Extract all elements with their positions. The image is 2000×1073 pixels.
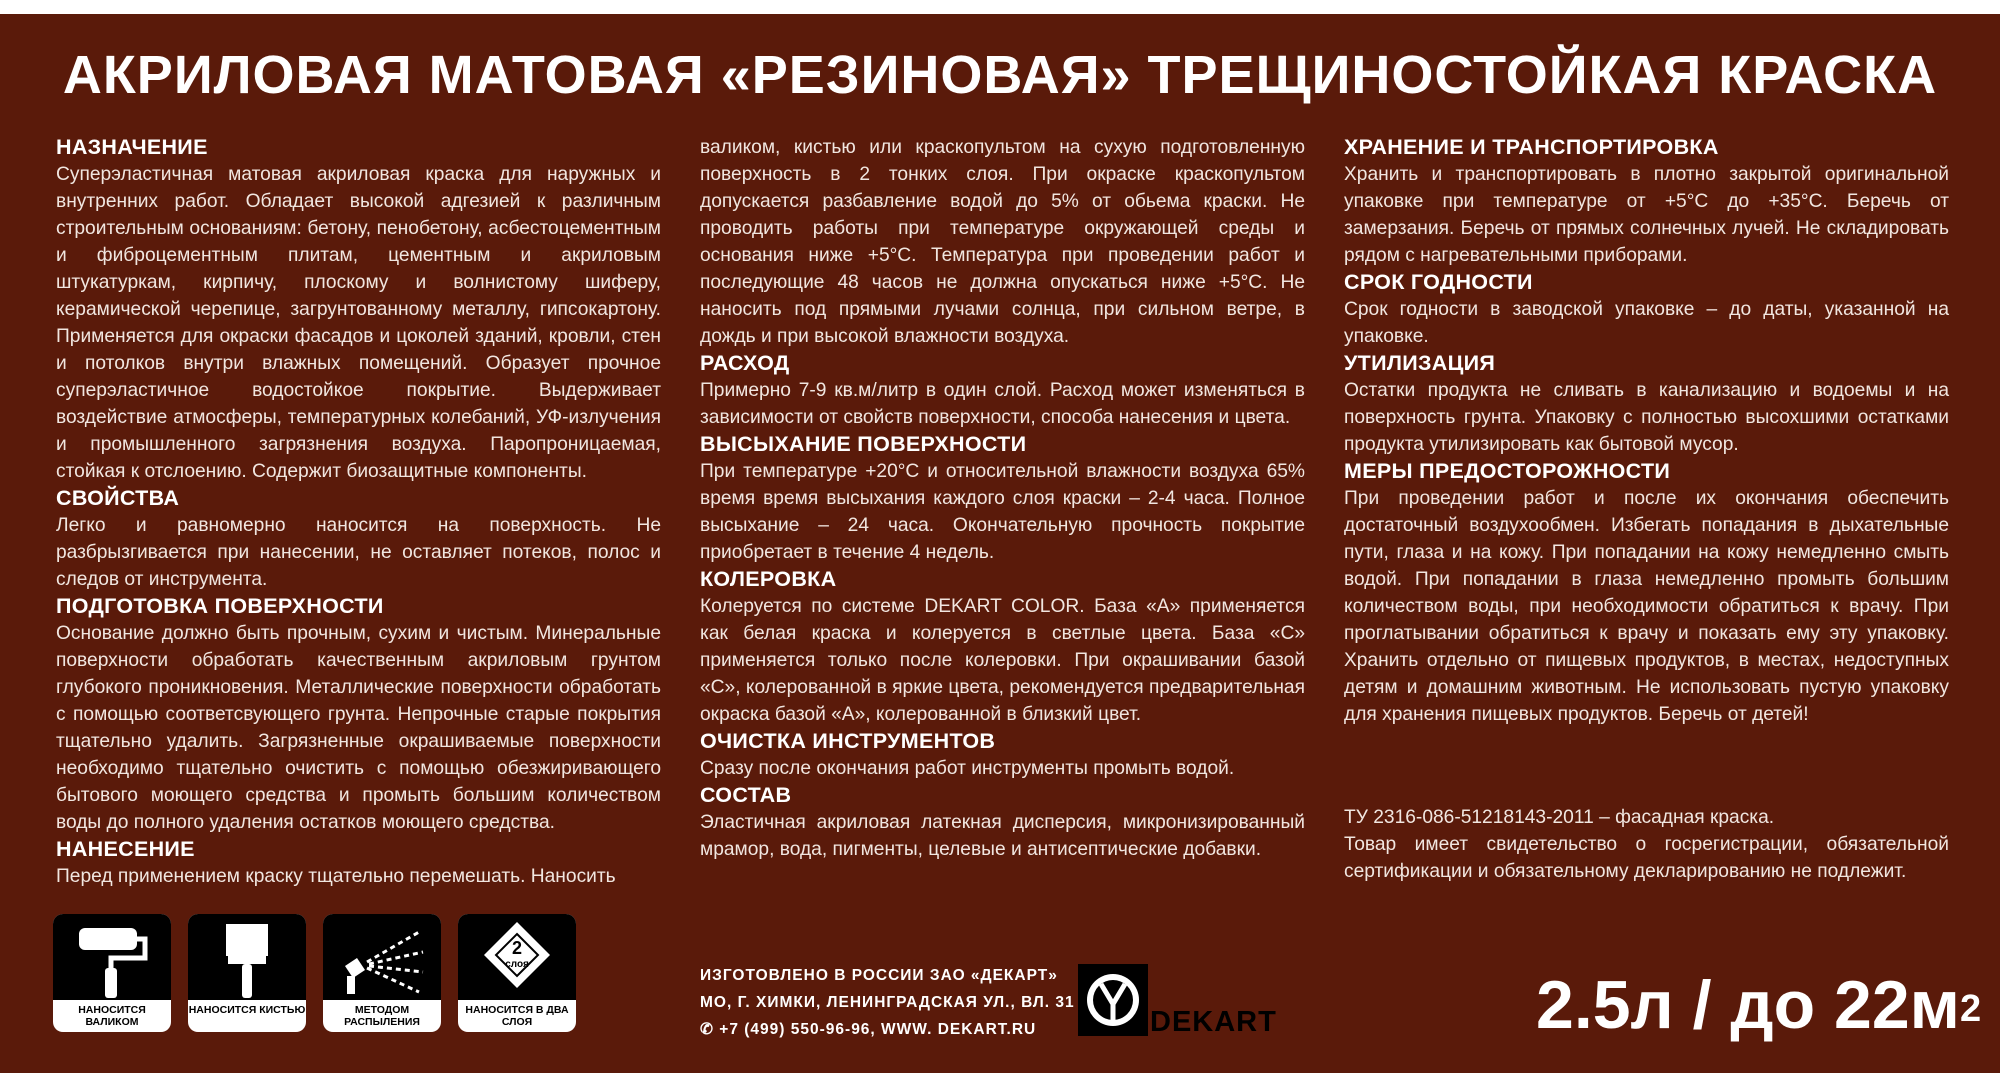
section-text: валиком, кистью или краскопультом на сухую подготовленную поверхность в 2 тонких слоя. При окраске краскопультом допускается разбавление водой до 5% от обьема краски. Не проводить работы при температуре окружающей среды и основания ниже +5°С. Температура при проведении работ и последующие 48 часов не должна опускаться ниже +5°С. Не наносить под прямыми лучами солнца, при сильном ветре, в дождь и при высокой влажности воздуха. <box>700 137 1305 347</box>
certification-note: Товар имеет свидетельство о госрегистрации, обязательной сертификации и обязательному декларированию не подлежит. <box>1344 834 1949 882</box>
section-text: При проведении работ и после их окончания обеспечить достаточный воздухообмен. Избегать попадания в дыхательные пути, глаза и на кожу. При попадании на кожу немедленно смыть водой. При попадании в глаза немедленно промыть большим количеством воды, при необходимости обратиться к врачу. При проглатывании обратиться к врачу и показать ему эту упаковку. Хранить отдельно от пищевых продуктов, в местах, недоступных детям и домашним животным. Не использовать пустую упаковку для хранения пищевых продуктов. Беречь от детей! <box>1344 488 1949 725</box>
section-text: Перед применением краску тщательно перемешать. Наносить <box>56 866 616 887</box>
section-application <box>56 836 661 890</box>
top-strip <box>0 0 2000 14</box>
section-precautions <box>1344 458 1949 728</box>
roller-icon <box>53 914 171 1032</box>
section-text: Хранить и транспортировать в плотно закрытой оригинальной упаковке при температуре от +5°С до +35°С. Беречь от замерзания. Беречь от прямых солнечных лучей. Не складировать рядом с нагревательными приборами. <box>1344 164 1949 266</box>
section-text: Основание должно быть прочным, сухим и чистым. Минеральные поверхности обработать качественным акриловым грунтом глубокого проникновения. Металлические поверхности обработать с помощью соответсвующего грунта. Непрочные старые покрытия тщательно удалить. Загрязненные окрашиваемые поверхности необходимо тщательно очистить с помощью обезжиривающего бытового моющего средства и промыть большим количеством воды до полного удаления остатков моющего средства. <box>56 623 661 833</box>
column-1 <box>56 134 661 890</box>
section-text: Срок годности в заводской упаковке – до даты, указанной на упаковке. <box>1344 299 1949 347</box>
section-text: Остатки продукта не сливать в канализацию и водоемы и на поверхность грунта. Упаковку с полностью высохшими остатками продукта утилизировать как бытовой мусор. <box>1344 380 1949 455</box>
certification-notes <box>1344 804 1949 885</box>
brush-icon <box>188 914 306 1032</box>
icon-label: МЕТОДОМ РАСПЫЛЕНИЯ <box>344 1004 420 1028</box>
spray-icon <box>323 914 441 1032</box>
icon-label: НАНОСИТСЯ ВАЛИКОМ <box>78 1004 146 1028</box>
section-tool-cleaning <box>700 728 1305 782</box>
volume-coverage: 2.5л / до $22м^2$ <box>1536 967 1982 1043</box>
section-heading: НАЗНАЧЕНИЕ <box>56 135 208 159</box>
section-text: Суперэластичная матовая акриловая краска для наружных и внутренних работ. Обладает высокой адгезией к различным строительным основаниям: бетону, пенобетону, асбестоцементным и фиброцементным плитам, цементным и акриловым штукатуркам, кирпичу, плоскому и волнистому шиферу, керамической черепице, загрунтованному металлу, гипсокартону. Применяется для окраски фасадов и цоколей зданий, кровли, стен и потолков внутри влажных помещений. Образует прочное суперэластичное водостойкое покрытие. Выдерживает воздействие атмосферы, температурных колебаний, УФ-излучения и промышленного загрязнения воздуха. Паропроницаемая, стойкая к отслоению. Содержит биозащитные компоненты. <box>56 164 661 482</box>
section-heading: СВОЙСТВА <box>56 486 180 510</box>
section-text: Сразу после окончания работ инструменты промыть водой. <box>700 758 1235 779</box>
column-3 <box>1344 134 1949 885</box>
manufacturer-address: МО, Г. ХИМКИ, ЛЕНИНГРАДСКАЯ УЛ., ВЛ. 31 <box>700 994 1075 1011</box>
section-consumption <box>700 350 1305 431</box>
tu-note: ТУ 2316-086-51218143-2011 – фасадная краска. <box>1344 807 1775 828</box>
icon-label: НАНОСИТСЯ КИСТЬЮ <box>188 1004 306 1016</box>
section-surface-prep <box>56 593 661 836</box>
brand-name: DEKART <box>1150 1006 1277 1038</box>
section-properties <box>56 485 661 593</box>
section-disposal <box>1344 350 1949 458</box>
dekart-logo-icon <box>1078 964 1148 1041</box>
section-drying <box>700 431 1305 566</box>
column-2 <box>700 134 1305 863</box>
section-text: Колеруется по системе DEKART COLOR. База «А» применяется как белая краска и колеруется в светлые цвета. База «С» применяется только после колеровки. При окрашивании базой «С», колерованной в яркие цвета, рекомендуется предварительная окраска базой «А», колерованной в близкий цвет. <box>700 596 1305 725</box>
section-composition <box>700 782 1305 863</box>
section-heading: ВЫСЫХАНИЕ ПОВЕРХНОСТИ <box>700 432 1027 456</box>
two-layers-icon <box>458 914 576 1032</box>
manufacturer-contacts: ✆ +7 (499) 550-96-96, WWW. DEKART.RU <box>700 1021 1037 1038</box>
section-heading: СОСТАВ <box>700 783 792 807</box>
section-tinting <box>700 566 1305 728</box>
section-heading: ПОДГОТОВКА ПОВЕРХНОСТИ <box>56 594 384 618</box>
badge-number: 2 <box>511 938 523 958</box>
section-shelf-life <box>1344 269 1949 350</box>
manufacturer-line: ИЗГОТОВЛЕНО В РОССИИ ЗАО «ДЕКАРТ» <box>700 967 1058 984</box>
section-text: Легко и равномерно наносится на поверхность. Не разбрызгивается при нанесении, не оставляет потеков, полос и следов от инструмента. <box>56 515 661 590</box>
section-heading: НАНЕСЕНИЕ <box>56 837 195 861</box>
superscript: 2 <box>1959 988 1982 1030</box>
section-heading: СРОК ГОДНОСТИ <box>1344 270 1533 294</box>
section-storage <box>1344 134 1949 269</box>
badge-text: слоя <box>505 959 529 970</box>
page-title: АКРИЛОВАЯ МАТОВАЯ «РЕЗИНОВАЯ» ТРЕЩИНОСТОЙКАЯ КРАСКА <box>62 45 1938 105</box>
section-heading: ОЧИСТКА ИНСТРУМЕНТОВ <box>700 729 996 753</box>
section-heading: ХРАНЕНИЕ И ТРАНСПОРТИРОВКА <box>1344 135 1719 159</box>
section-heading: РАСХОД <box>700 351 790 375</box>
section-text: При температуре +20°С и относительной влажности воздуха 65% время время высыхания каждого слоя краски – 2-4 часа. Полное высыхание – 24 часа. Окончательную прочность покрытие приобретает в течение 4 недель. <box>700 461 1305 563</box>
section-text: Эластичная акриловая латекная дисперсия, микронизированный мрамор, вода, пигменты, целевые и антисептические добавки. <box>700 812 1305 860</box>
section-heading: КОЛЕРОВКА <box>700 567 837 591</box>
section-purpose <box>56 134 661 485</box>
section-heading: УТИЛИЗАЦИЯ <box>1344 351 1496 375</box>
section-text: Примерно 7-9 кв.м/литр в один слой. Расход может изменяться в зависимости от свойств поверхности, способа нанесения и цвета. <box>700 380 1305 428</box>
phone-icon: ✆ <box>700 1021 720 1038</box>
icon-label: НАНОСИТСЯ В ДВА СЛОЯ <box>465 1004 569 1028</box>
section-heading: МЕРЫ ПРЕДОСТОРОЖНОСТИ <box>1344 459 1671 483</box>
section-application-cont <box>700 134 1305 350</box>
manufacturer-info <box>700 962 1075 1043</box>
